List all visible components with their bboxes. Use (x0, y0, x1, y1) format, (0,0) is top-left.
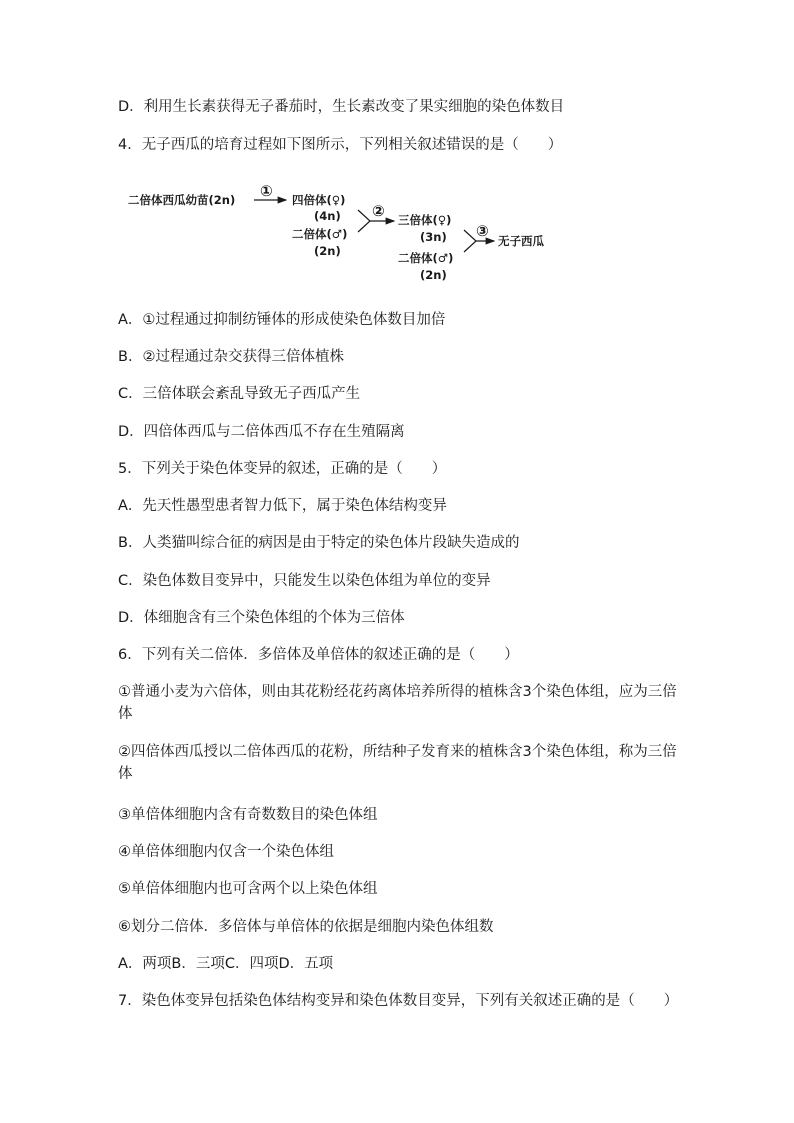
q4-stem: 4．无子西瓜的培育过程如下图所示，下列相关叙述错误的是（ ） (118, 137, 563, 153)
q6-statement-6: ⑥划分二倍体．多倍体与单倍体的依据是细胞内染色体组数 (118, 919, 494, 935)
q5-stem: 5．下列关于染色体变异的叙述，正确的是（ ） (118, 461, 447, 477)
cross-bracket-2 (464, 230, 476, 252)
diploid-male-1-ploidy: (2n) (314, 244, 341, 258)
q7-stem: 7．染色体变异包括染色体结构变异和染色体数目变异，下列有关叙述正确的是（ ） (118, 993, 679, 1009)
triploid-label: 三倍体(♀) (398, 213, 452, 227)
q4-option-c: C．三倍体联会紊乱导致无子西瓜产生 (118, 386, 361, 402)
q6-statement-1: ①普通小麦为六倍体，则由其花粉经花药离体培养所得的植株含3个染色体组，应为三倍体 (118, 684, 677, 722)
q4-option-d: D．四倍体西瓜与二倍体西瓜不存在生殖隔离 (118, 424, 405, 440)
q5-option-c: C．染色体数目变异中，只能发生以染色体组为单位的变异 (118, 573, 491, 589)
seedless-watermelon-diagram (126, 178, 566, 286)
seedless-watermelon-label: 无子西瓜 (498, 234, 544, 248)
q5-option-a: A．先天性愚型患者智力低下，属于染色体结构变异 (118, 498, 447, 514)
q6-statement-3: ③单倍体细胞内含有奇数数目的染色体组 (118, 807, 378, 823)
q6-stem: 6．下列有关二倍体．多倍体及单倍体的叙述正确的是（ ） (118, 647, 519, 663)
q4-option-a: A．①过程通过抑制纺锤体的形成使染色体数目加倍 (118, 312, 446, 328)
diploid-male-2-ploidy: (2n) (420, 268, 447, 282)
q5-option-d: D．体细胞含有三个染色体组的个体为三倍体 (118, 610, 405, 626)
step-3-marker: ③ (476, 222, 489, 240)
q6-statement-5: ⑤单倍体细胞内也可含两个以上染色体组 (118, 881, 378, 897)
triploid-ploidy: (3n) (420, 230, 447, 244)
q3-option-d: D．利用生长素获得无子番茄时，生长素改变了果实细胞的染色体数目 (118, 99, 565, 115)
step-1-marker: ① (260, 182, 273, 200)
diploid-male-2-label: 二倍体(♂) (398, 251, 454, 265)
step-2-marker: ② (372, 202, 385, 220)
q6-statement-2: ②四倍体西瓜授以二倍体西瓜的花粉，所结种子发育来的植株含3个染色体组，称为三倍体 (118, 744, 677, 782)
q4-option-b: B．②过程通过杂交获得三倍体植株 (118, 349, 344, 365)
diagram-start-label: 二倍体西瓜幼苗(2n) (128, 193, 236, 207)
tetraploid-ploidy: (4n) (314, 209, 341, 223)
diploid-male-1-label: 二倍体(♂) (292, 227, 348, 241)
cross-bracket-1 (358, 210, 370, 232)
q5-option-b: B．人类猫叫综合征的病因是由于特定的染色体片段缺失造成的 (118, 535, 520, 551)
tetraploid-label: 四倍体(♀) (292, 193, 346, 207)
q6-options: A．两项B．三项C．四项D．五项 (118, 956, 334, 972)
q6-statement-4: ④单倍体细胞内仅含一个染色体组 (118, 844, 334, 860)
